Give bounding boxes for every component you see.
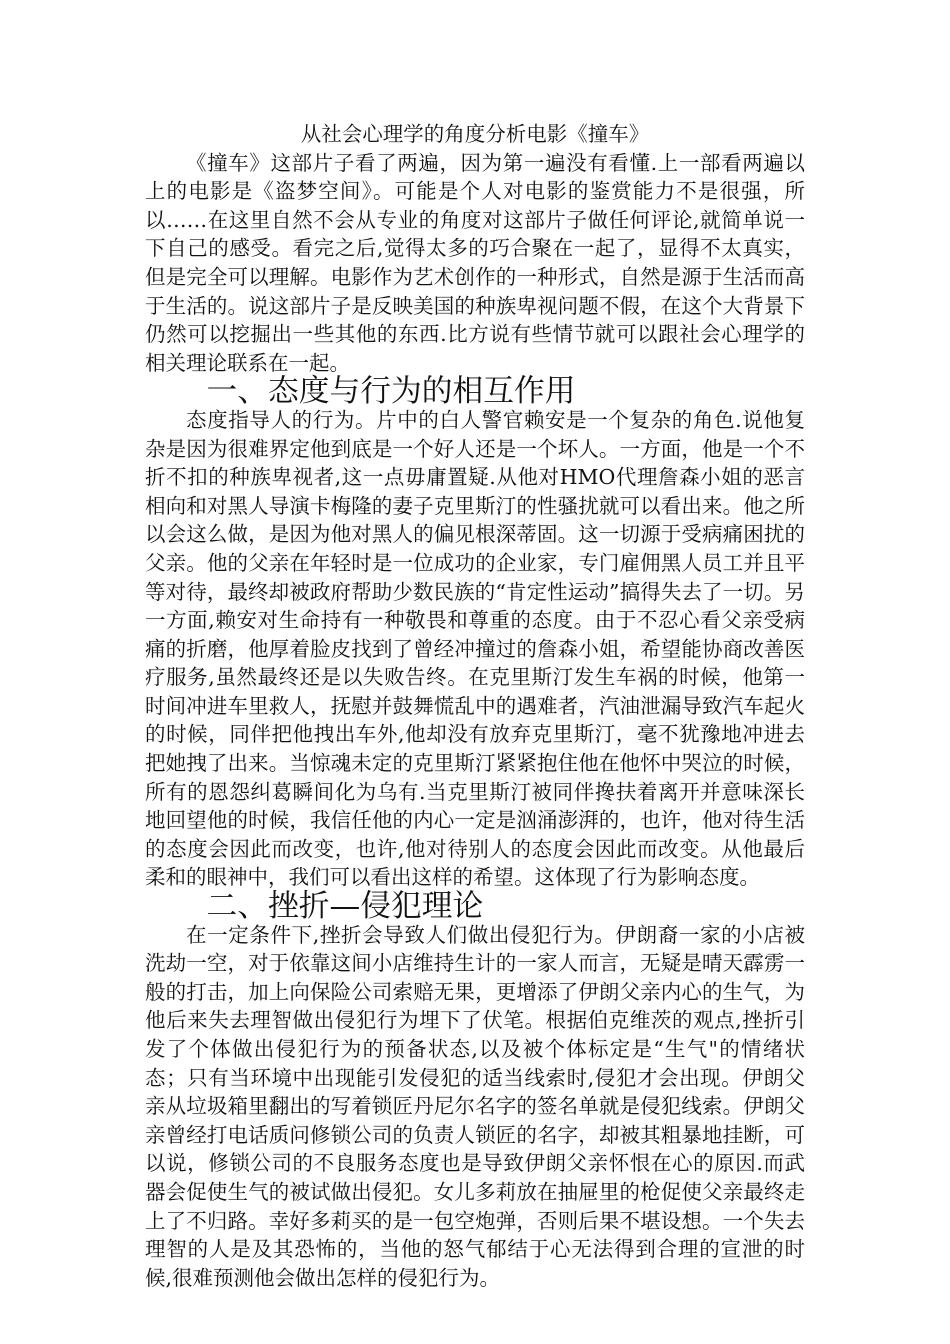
section-heading-frustration-aggression: 二、挫折—侵犯理论 — [206, 888, 484, 925]
document-title: 从社会心理学的角度分析电影《撞车》 — [300, 122, 650, 146]
intro-paragraph: 《撞车》这部片子看了两遍，因为第一遍没有看懂.上一部看两遍以上的电影是《盗梦空间》。可能是个人对电影的鉴赏能力不是很强，所以……在这里自然不会从专业的角度对这部片子做任何评论,就简单说一下自己的感受。看完之后,觉得太多的巧合聚在一起了，显得不太真实，但是完全可以理解。电影作为艺术创作的一种形式，自然是源于生活而高于生活的。说这部片子是反映美国的种族卑视问题不假，在这个大背景下仍然可以挖掘出一些其他的东西.比方说有些情节就可以跟社会心理学的相关理论联系在一起。 — [145, 150, 805, 375]
section-paragraph-frustration-aggression: 在一定条件下,挫折会导致人们做出侵犯行为。伊朗裔一家的小店被洗劫一空，对于依靠这间小店维持生计的一家人而言，无疑是晴天霹雳一般的打击，加上向保险公司索赔无果，更增添了伊朗父亲内心的生气，为他后来失去理智做出侵犯行为埋下了伏笔。根据伯克维茨的观点,挫折引发了个体做出侵犯行为的预备状态,以及被个体标定是“生气"的情绪状态；只有当环境中出现能引发侵犯的适当线索时,侵犯才会出现。伊朗父亲从垃圾箱里翻出的写着锁匠丹尼尔名字的签名单就是侵犯线索。伊朗父亲曾经打电话质问修锁公司的负责人锁匠的名字，却被其粗暴地挂断，可以说，修锁公司的不良服务态度也是导致伊朗父亲怀恨在心的原因.而武器会促使生气的被试做出侵犯。女儿多莉放在抽屉里的枪促使父亲最终走上了不归路。幸好多莉买的是一包空炮弹，否则后果不堪设想。一个失去理智的人是及其恐怖的，当他的怒气郁结于心无法得到合理的宣泄的时候,很难预测他会做出怎样的侵犯行为。 — [145, 922, 805, 1290]
document-body — [145, 120, 805, 1292]
section-heading-attitude-behavior: 一、态度与行为的相互作用 — [206, 373, 576, 410]
section-paragraph-attitude-behavior: 态度指导人的行为。片中的白人警官赖安是一个复杂的角色.说他复杂是因为很难界定他到底是一个好人还是一个坏人。一方面，他是一个不折不扣的种族卑视者,这一点毋庸置疑.从他对HMO代理詹森小姐的恶言相向和对黑人导演卡梅隆的妻子克里斯汀的性骚扰就可以看出来。他之所以会这么做，是因为他对黑人的偏见根深蒂固。这一切源于受病痛困扰的父亲。他的父亲在年轻时是一位成功的企业家，专门雇佣黑人员工并且平等对待，最终却被政府帮助少数民族的“肯定性运动”搞得失去了一切。另一方面,赖安对生命持有一种敬畏和尊重的态度。由于不忍心看父亲受病痛的折磨，他厚着脸皮找到了曾经冲撞过的詹森小姐，希望能协商改善医疗服务,虽然最终还是以失败告终。在克里斯汀发生车祸的时候，他第一时间冲进车里救人，抚慰并鼓舞慌乱中的遇难者，汽油泄漏导致汽车起火的时候，同伴把他拽出车外,他却没有放弃克里斯汀，毫不犹豫地冲进去把她拽了出来。当惊魂未定的克里斯汀紧紧抱住他在他怀中哭泣的时候，所有的恩怨纠葛瞬间化为乌有.当克里斯汀被同伴搀扶着离开并意味深长地回望他的时候，我信任他的内心一定是汹涌澎湃的，也许，他对待生活的态度会因此而改变，也许,他对待别人的态度会因此而改变。从他最后柔和的眼神中，我们可以看出这样的希望。这体现了行为影响态度。 — [145, 407, 805, 890]
